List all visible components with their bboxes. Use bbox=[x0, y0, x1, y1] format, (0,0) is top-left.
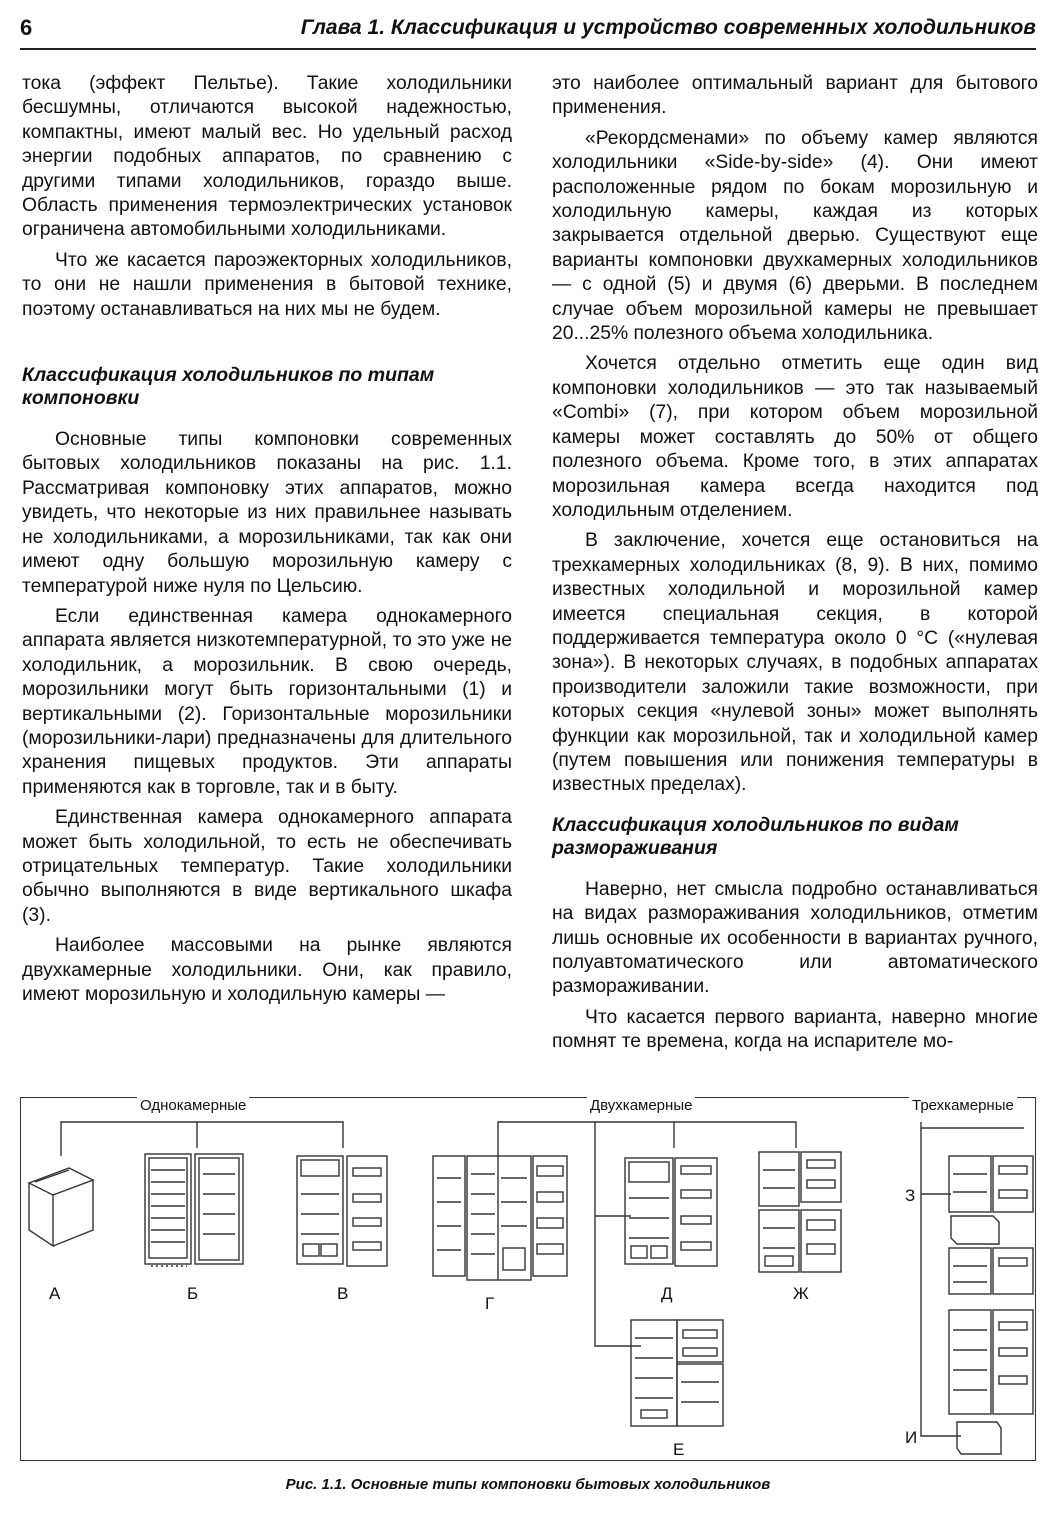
two-chamber-one-door-d bbox=[625, 1158, 717, 1266]
side-by-side-fridge-g bbox=[433, 1156, 567, 1280]
group-label-double: Двухкамерные bbox=[587, 1097, 695, 1114]
chest-freezer-a bbox=[29, 1168, 93, 1246]
section-heading-layout: Классификация холодильников по типам компоновки bbox=[22, 364, 435, 410]
figure-letter-zh: Ж bbox=[793, 1284, 809, 1303]
combi-fridge-e bbox=[631, 1320, 723, 1426]
left-paragraph-4: Если единственная камера однокамерного аппарата является низкотемпературной, то это уже не холодильник, а морозильник. В свою очередь, морозильники могут быть горизонтальными (1) и вертикальными (2). Горизонтальные морозильники (морозильники-лари) предназначены для длительного хранения пищевых продуктов. Эти аппараты применяются как в торговле, так и в быту. bbox=[22, 605, 512, 798]
figure-refrigerator-layouts bbox=[20, 1097, 1036, 1461]
right-paragraph-1: это наиболее оптимальный вариант для бытового применения. bbox=[552, 73, 1038, 119]
figure-caption: Рис. 1.1. Основные типы компоновки бытовых холодильников bbox=[285, 1476, 771, 1493]
section-heading-defrost: Классификация холодильников по видам размораживания bbox=[552, 813, 959, 859]
two-chamber-two-doors-zh bbox=[759, 1152, 841, 1272]
running-title: Глава 1. Классификация и устройство современных холодильников bbox=[300, 16, 1036, 39]
group-label-single: Однокамерные bbox=[137, 1097, 249, 1114]
right-paragraph-3: Хочется отдельно отметить еще один вид компоновки холодильников — это так называемый «Combi» (7), при котором объем морозильной камеры может составлять до 50% от общего полезного объема. Кроме того, в этих аппаратах морозильная камера всегда находится под холодильным отделением. bbox=[552, 353, 1038, 521]
left-paragraph-5: Единственная камера однокамерного аппарата может быть холодильной, то есть не обеспечивать отрицательных температур. Такие холодильники обычно выполняются в виде вертикального шкафа (3). bbox=[22, 807, 512, 926]
group-connector-lines bbox=[61, 1122, 1024, 1436]
single-chamber-fridge-v bbox=[297, 1156, 387, 1266]
figure-letter-z: З bbox=[905, 1186, 916, 1205]
left-paragraph-6: Наиболее массовыми на рынке являются двухкамерные холодильники. Они, как правило, имеют морозильную и холодильную камеры — bbox=[22, 935, 512, 1005]
left-paragraph-3: Основные типы компоновки современных бытовых холодильников показаны на рис. 1.1. Рассматривая компоновку этих аппаратов, можно увидеть, что некоторые из них правильнее называть не холодильниками, а морозильниками, так как они имеют одну большую морозильную камеру с температурой ниже нуля по Цельсию. bbox=[22, 429, 512, 597]
left-column bbox=[22, 72, 512, 1013]
figure-letter-d: Д bbox=[661, 1284, 673, 1303]
right-paragraph-5: Наверно, нет смысла подробно останавливаться на видах размораживания холодильников, отметим лишь основные их особенности в вариантах ручного, полуавтоматического или автоматического размораживании. bbox=[552, 878, 1038, 998]
page-number: 6 bbox=[20, 15, 33, 40]
figure-letter-e: Е bbox=[673, 1440, 685, 1459]
three-chamber-fridge-i bbox=[949, 1310, 1033, 1454]
figure-letter-a: А bbox=[49, 1284, 61, 1303]
figure-letter-g: Г bbox=[485, 1294, 495, 1313]
group-label-triple: Трехкамерные bbox=[909, 1097, 1017, 1114]
right-paragraph-6: Что касается первого варианта, наверно многие помнят те времена, когда на испарителе мо- bbox=[552, 1006, 1038, 1053]
right-paragraph-2: «Рекордсменами» по объему камер являются холодильники «Side-by-side» (4). Они имеют расположенные рядом по бокам морозильную и холодильную камеры, каждая из которых закрывается отдельной дверью. Существуют еще варианты компоновки двухкамерных холодильников — с одной (5) и двумя (6) дверьми. В последнем случае объем морозильной камеры не превышает 20...25% полезного объема холодильника. bbox=[552, 127, 1038, 345]
upright-freezer-b bbox=[145, 1154, 243, 1266]
right-column bbox=[552, 72, 1038, 1061]
figure-letter-i: И bbox=[905, 1428, 918, 1447]
left-paragraph-1: тока (эффект Пельтье). Такие холодильники бесшумны, отличаются высокой надежностью, компактны, имеют малый вес. Но удельный расход энергии подобных аппаратов, по сравнению с другими типами холодильников, гораздо выше. Область применения термоэлектрических установок ограничена автомобильными холодильниками. bbox=[22, 73, 512, 241]
page-header bbox=[20, 10, 1036, 50]
figure-letter-v: В bbox=[337, 1284, 349, 1303]
figure-drawing bbox=[21, 1098, 1034, 1459]
three-chamber-fridge-z bbox=[949, 1156, 1033, 1294]
figure-letter-b: Б bbox=[187, 1284, 199, 1303]
left-paragraph-2: Что же касается пароэжекторных холодильников, то они не нашли применения в бытовой технике, поэтому останавливаться на них мы не будем. bbox=[22, 249, 512, 320]
right-paragraph-4: В заключение, хочется еще остановиться на трехкамерных холодильниках (8, 9). В них, помимо известных холодильной и морозильной камер имеется специальная секция, в которой поддерживается температура около 0 °C («нулевая зона»). В некоторых случаях, в подобных аппаратах производители заложили такие возможности, при которых секция «нулевой зоны» может выполнять функции как морозильной, так и холодильной камер (путем повышения или понижения температуры в известных пределах). bbox=[552, 530, 1038, 796]
